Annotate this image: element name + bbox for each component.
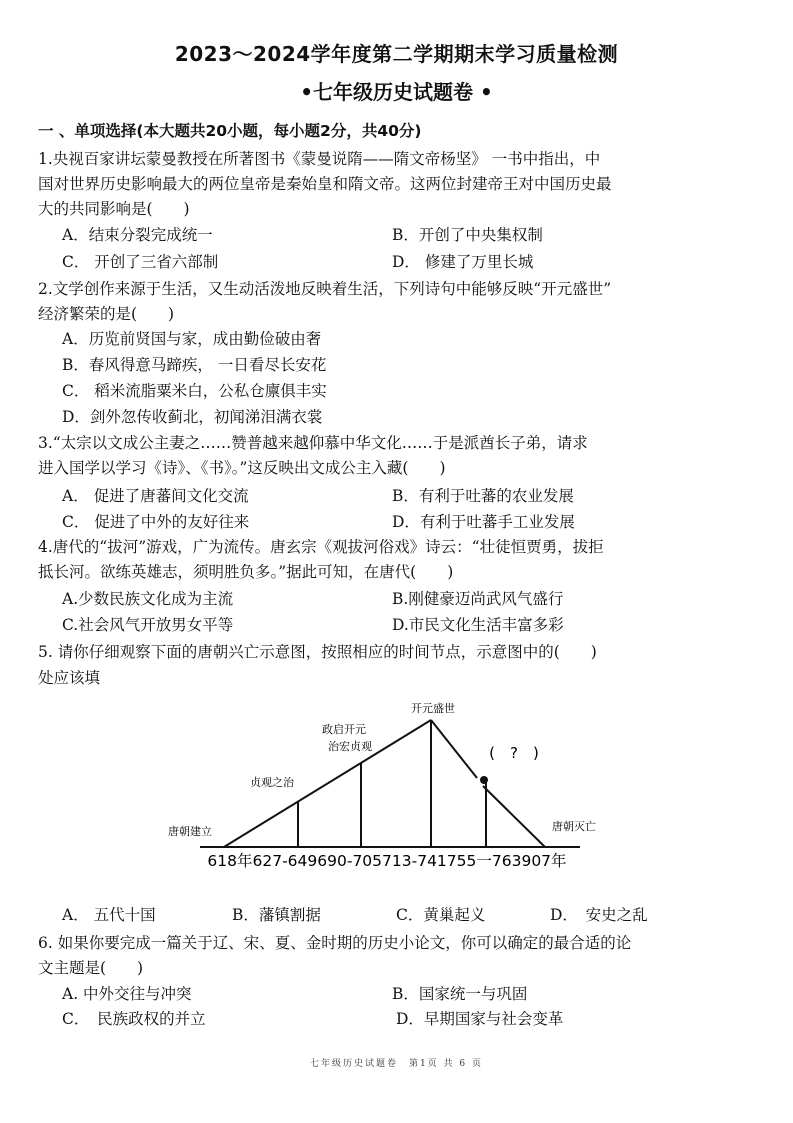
- q2-option-b[interactable]: B．春风得意马蹄疾， 一日看尽长安花: [62, 356, 327, 374]
- q6-option-c[interactable]: C． 民族政权的并立: [62, 1010, 206, 1028]
- q1-option-c[interactable]: C． 开创了三省六部制: [62, 253, 219, 271]
- tang-rise-fall-diagram: [0, 690, 793, 880]
- q5-option-b[interactable]: B．藩镇割据: [232, 906, 321, 924]
- q2-line-1: 2.文学创作来源于生活，又生动活泼地反映着生活，下列诗句中能够反映“开元盛世”: [38, 280, 612, 298]
- q1-option-b[interactable]: B．开创了中央集权制: [392, 226, 543, 244]
- page-footer: 七年级历史试题卷 第1页 共 6 页: [309, 1059, 484, 1069]
- q3-option-b[interactable]: B．有利于吐蕃的农业发展: [392, 487, 574, 505]
- label-unknown: ( ? ): [489, 744, 539, 762]
- label-founded: 唐朝建立: [168, 825, 212, 838]
- q5-option-c[interactable]: C．黄巢起义: [396, 906, 486, 924]
- exam-title: 2023～2024学年度第二学期期末学习质量检测: [174, 42, 619, 66]
- q1-line-2: 国对世界历史影响最大的两位皇帝是秦始皇和隋文帝。这两位封建帝王对中国历史最: [38, 175, 612, 193]
- q6-option-a[interactable]: A. 中外交往与冲突: [62, 985, 192, 1003]
- q3-line-1: 3.“太宗以文成公主妻之……赞普越来越仰慕中华文化……于是派酋长子弟，请求: [38, 434, 588, 452]
- fall-line-lower: [483, 786, 545, 847]
- q6-option-b[interactable]: B．国家统一与巩固: [392, 985, 528, 1003]
- q4-line-2: 抵长河。欲练英雄志，须明胜负多。”据此可知，在唐代( ): [38, 563, 454, 581]
- fall-line-upper: [431, 720, 477, 778]
- section-heading: 一 、单项选择(本大题共20小题，每小题2分，共40分): [38, 122, 422, 140]
- q5-option-d[interactable]: D． 安史之乱: [550, 906, 648, 924]
- q6-option-d[interactable]: D．早期国家与社会变革: [396, 1010, 564, 1028]
- q6-line-1: 6. 如果你要完成一篇关于辽、宋、夏、金时期的历史小论文，你可以确定的最合适的论: [38, 934, 632, 952]
- q3-option-c[interactable]: C． 促进了中外的友好往来: [62, 513, 250, 531]
- q5-option-a[interactable]: A． 五代十国: [62, 906, 156, 924]
- q2-line-2: 经济繁荣的是( ): [38, 305, 175, 323]
- q2-option-c[interactable]: C． 稻米流脂粟米白，公私仓廪俱丰实: [62, 382, 327, 400]
- label-zhihong: 治宏贞观: [328, 740, 372, 753]
- q5-line-2: 处应该填: [38, 669, 101, 687]
- q6-line-2: 文主题是( ): [38, 959, 144, 977]
- timeline-dates: 618年627-649690-705713-741755一763907年: [207, 852, 567, 870]
- q3-option-a[interactable]: A． 促进了唐蕃间文化交流: [62, 487, 249, 505]
- label-zhengqi: 政启开元: [322, 723, 366, 736]
- q4-option-c[interactable]: C.社会风气开放男女平等: [62, 616, 234, 634]
- q3-option-d[interactable]: D．有利于吐蕃手工业发展: [392, 513, 575, 531]
- q2-option-a[interactable]: A．历览前贤国与家，成由勤俭破由奢: [62, 330, 322, 348]
- q5-line-1: 5. 请你仔细观察下面的唐朝兴亡示意图，按照相应的时间节点，示意图中的( ): [38, 643, 597, 661]
- label-fallen: 唐朝灭亡: [552, 820, 596, 833]
- q2-option-d[interactable]: D．剑外忽传收蓟北，初闻涕泪满衣裳: [62, 408, 323, 426]
- label-kaiyuan: 开元盛世: [411, 702, 455, 715]
- exam-subtitle: •七年级历史试题卷 •: [300, 80, 493, 104]
- q4-option-d[interactable]: D.市民文化生活丰富多彩: [392, 616, 564, 634]
- q1-line-1: 1.央视百家讲坛蒙曼教授在所著图书《蒙曼说隋——隋文帝杨坚》 一书中指出，中: [38, 150, 601, 168]
- q1-option-a[interactable]: A．结束分裂完成统一: [62, 226, 213, 244]
- q1-option-d[interactable]: D． 修建了万里长城: [392, 253, 534, 271]
- label-zhenguan: 贞观之治: [250, 776, 294, 789]
- marker-dot: [480, 776, 488, 784]
- q4-line-1: 4.唐代的“拔河”游戏，广为流传。唐玄宗《观拔河俗戏》诗云：“壮徒恒贾勇，拔拒: [38, 538, 604, 556]
- q4-option-b[interactable]: B.刚健豪迈尚武风气盛行: [392, 590, 564, 608]
- q3-line-2: 进入国学以学习《诗》、《书》。”这反映出文成公主入藏( ): [38, 459, 446, 477]
- q1-line-3: 大的共同影响是( ): [38, 200, 190, 218]
- q4-option-a[interactable]: A.少数民族文化成为主流: [62, 590, 234, 608]
